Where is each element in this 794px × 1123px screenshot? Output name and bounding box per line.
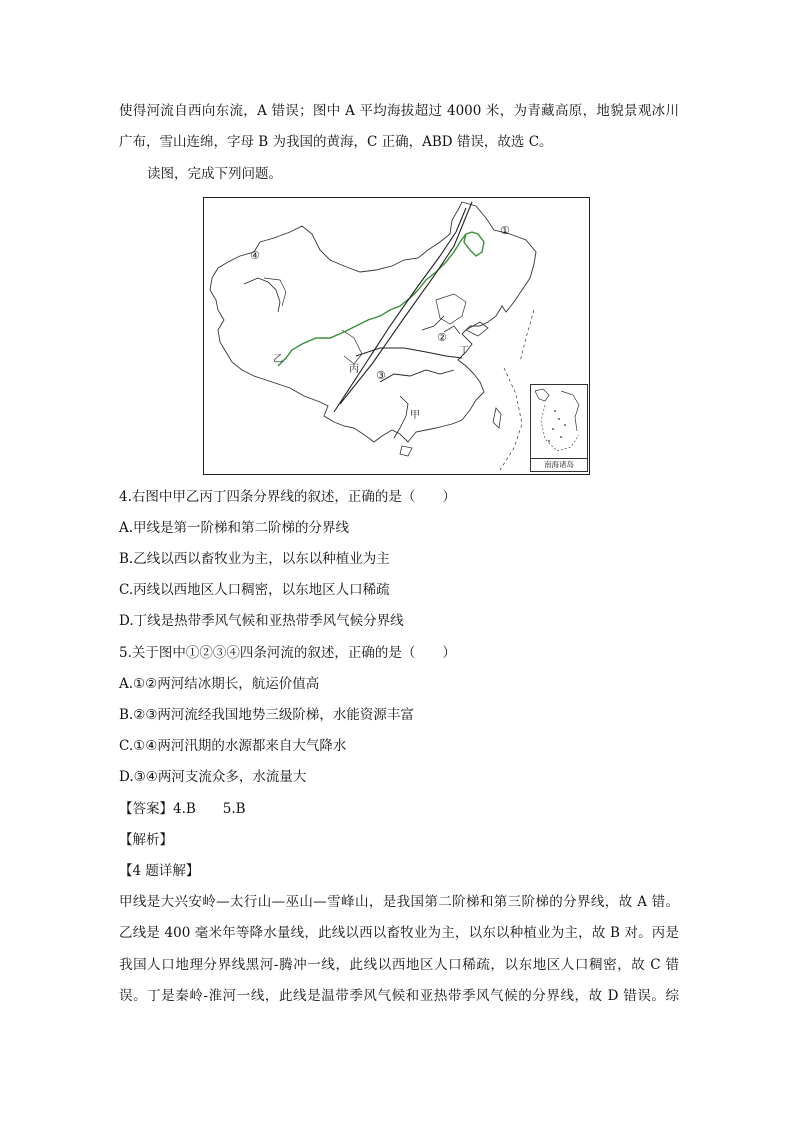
detail-line-1: 甲线是大兴安岭—太行山—巫山—雪峰山，是我国第二阶梯和第三阶梯的分界线，故 A 错。: [119, 894, 679, 910]
detail-line-4: 误。丁是秦岭-淮河一线，此线是温带季风气候和亚热带季风气候的分界线，故 D 错误。综: [119, 988, 679, 1004]
taiwan-outline: [493, 408, 501, 428]
label-river-3: ③: [376, 369, 386, 382]
label-river-2: ②: [437, 331, 447, 344]
q5-option-b: B.②③两河流经我国地势三级阶梯，水能资源丰富: [119, 707, 414, 723]
q5-option-a: A.①②两河结冰期长，航运价值高: [119, 676, 320, 692]
paragraph-line-2: 广布，雪山连绵，字母 B 为我国的黄海，C 正确，ABD 错误，故选 C。: [119, 134, 553, 150]
label-bing: 丙: [349, 364, 359, 375]
intro-text: 读图，完成下列问题。: [147, 166, 282, 182]
q4-option-d: D.丁线是热带季风气候和亚热带季风气候分界线: [119, 613, 404, 629]
q5-option-c: C.①④两河汛期的水源都来自大气降水: [119, 738, 347, 754]
hainan-outline: [400, 446, 412, 456]
analysis-heading: 【解析】: [119, 832, 173, 848]
label-river-4: ④: [250, 249, 260, 262]
china-outline: [210, 202, 536, 442]
paragraph-line-1: 使得河流自西向东流，A 错误；图中 A 平均海拔超过 4000 米，为青藏高原，地貌景观冰川: [119, 103, 679, 119]
q5-stem: 5.关于图中①②③④四条河流的叙述，正确的是（ ）: [119, 645, 456, 661]
label-ding: 丁: [459, 346, 469, 357]
detail-line-2: 乙线是 400 毫米年等降水量线，此线以西以畜牧业为主，以东以种植业为主，故 B 对。丙是: [119, 925, 679, 941]
q4-stem: 4.右图中甲乙丙丁四条分界线的叙述，正确的是（ ）: [119, 489, 456, 505]
detail-heading: 【4 题详解】: [119, 863, 200, 879]
q4-option-a: A.甲线是第一阶梯和第二阶梯的分界线: [119, 520, 350, 536]
answer-line: 【答案】4.B 5.B: [119, 801, 246, 817]
label-yi: 乙: [273, 354, 283, 365]
q5-option-d: D.③④两河支流众多，水流量大: [119, 769, 307, 785]
label-river-1: ①: [500, 224, 510, 237]
q4-option-b: B.乙线以西以畜牧业为主，以东以种植业为主: [119, 551, 390, 567]
china-map-figure: [203, 197, 590, 475]
river-3: [380, 370, 454, 382]
line-jia: [334, 208, 466, 412]
inset-drawing: [531, 385, 587, 459]
river-4: [244, 278, 280, 312]
inset-label: 南海诸岛: [531, 458, 587, 471]
green-boundary-line: [278, 232, 484, 366]
q4-option-c: C.丙线以西地区人口稠密，以东地区人口稀疏: [119, 582, 390, 598]
label-jia: 甲: [410, 410, 420, 421]
south-china-sea-inset: [530, 384, 588, 472]
detail-line-3: 我国人口地理分界线黑河-腾冲一线，此线以西地区人口稀疏，以东地区人口稠密，故 C 错: [119, 957, 679, 973]
